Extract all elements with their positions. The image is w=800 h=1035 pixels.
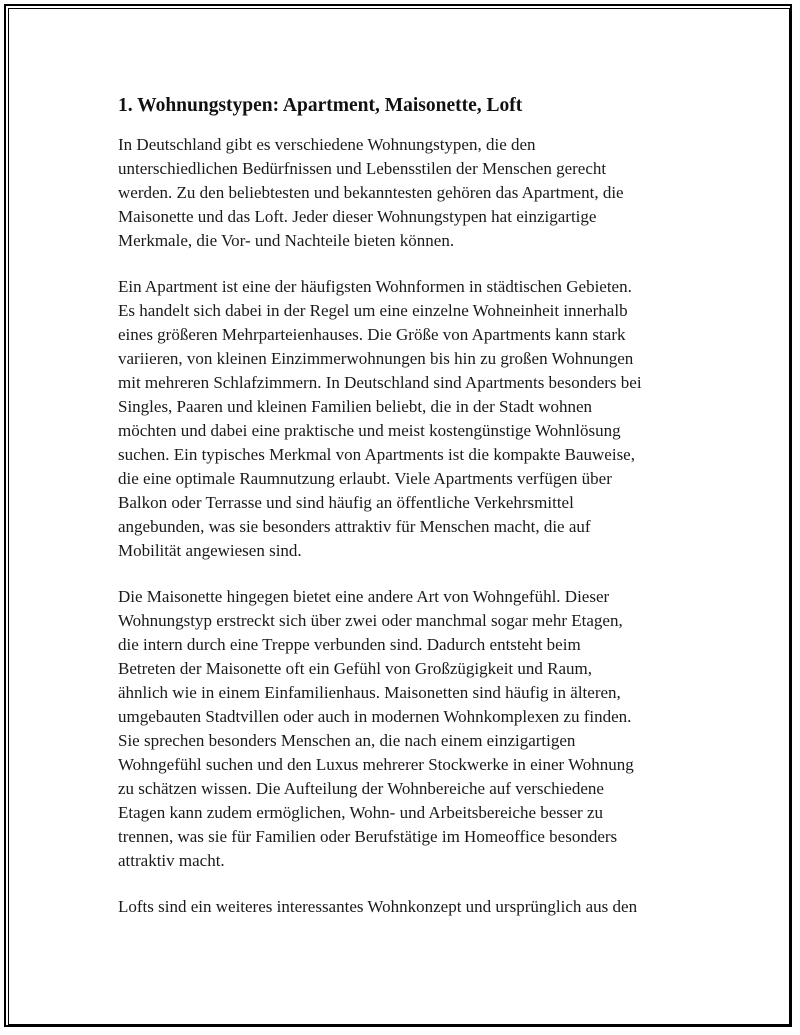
text-line: Mobilität angewiesen sind. — [118, 541, 302, 560]
text-line: Wohngefühl suchen und den Luxus mehrerer Stockwerke in einer Wohnung — [118, 755, 634, 774]
text-line: unterschiedlichen Bedürfnissen und Lebensstilen der Menschen gerecht — [118, 159, 607, 178]
text-line: In Deutschland gibt es verschiedene Wohnungstypen, die den — [118, 135, 536, 154]
text-line: ähnlich wie in einem Einfamilienhaus. Maisonetten sind häufig in älteren, — [118, 683, 621, 702]
text-line: Etagen kann zudem ermöglichen, Wohn- und Arbeitsbereiche besser zu — [118, 803, 604, 822]
text-line: Lofts sind ein weiteres interessantes Wohnkonzept und ursprünglich aus den — [118, 897, 638, 916]
text-line: attraktiv macht. — [118, 851, 225, 870]
text-line: umgebauten Stadtvillen oder auch in modernen Wohnkomplexen zu finden. — [118, 707, 632, 726]
text-line: angebunden, was sie besonders attraktiv für Menschen macht, die auf — [118, 517, 591, 536]
paragraph-maisonette — [118, 585, 698, 873]
text-line: Maisonette und das Loft. Jeder dieser Wohnungstypen hat einzigartige — [118, 207, 597, 226]
text-line: suchen. Ein typisches Merkmal von Apartments ist die kompakte Bauweise, — [118, 445, 635, 464]
text-line: möchten und dabei eine praktische und meist kostengünstige Wohnlösung — [118, 421, 621, 440]
text-line: Ein Apartment ist eine der häufigsten Wohnformen in städtischen Gebieten. — [118, 277, 632, 296]
section-heading: 1. Wohnungstypen: Apartment, Maisonette, Loft — [118, 95, 523, 116]
text-line: die eine optimale Raumnutzung erlaubt. Viele Apartments verfügen über — [118, 469, 612, 488]
text-line: die intern durch eine Treppe verbunden sind. Dadurch entsteht beim — [118, 635, 581, 654]
text-line: Die Maisonette hingegen bietet eine andere Art von Wohngefühl. Dieser — [118, 587, 610, 606]
paragraph-intro — [118, 133, 698, 253]
text-line: werden. Zu den beliebtesten und bekanntesten gehören das Apartment, die — [118, 183, 624, 202]
text-line: Singles, Paaren und kleinen Familien beliebt, die in der Stadt wohnen — [118, 397, 593, 416]
text-line: Merkmale, die Vor- und Nachteile bieten können. — [118, 231, 455, 250]
text-line: Wohnungstyp erstreckt sich über zwei oder manchmal sogar mehr Etagen, — [118, 611, 623, 630]
document-body — [118, 93, 698, 941]
text-line: variieren, von kleinen Einzimmerwohnungen bis hin zu großen Wohnungen — [118, 349, 634, 368]
text-line: Es handelt sich dabei in der Regel um eine einzelne Wohneinheit innerhalb — [118, 301, 628, 320]
text-line: trennen, was sie für Familien oder Berufstätige im Homeoffice besonders — [118, 827, 618, 846]
paragraph-loft — [118, 895, 698, 919]
text-line: Sie sprechen besonders Menschen an, die nach einem einzigartigen — [118, 731, 576, 750]
paragraph-apartment — [118, 275, 698, 563]
text-line: eines größeren Mehrparteienhauses. Die Größe von Apartments kann stark — [118, 325, 626, 344]
text-line: mit mehreren Schlafzimmern. In Deutschland sind Apartments besonders bei — [118, 373, 642, 392]
text-line: zu schätzen wissen. Die Aufteilung der Wohnbereiche auf verschiedene — [118, 779, 604, 798]
text-line: Balkon oder Terrasse und sind häufig an öffentliche Verkehrsmittel — [118, 493, 574, 512]
text-line: Betreten der Maisonette oft ein Gefühl von Großzügigkeit und Raum, — [118, 659, 592, 678]
